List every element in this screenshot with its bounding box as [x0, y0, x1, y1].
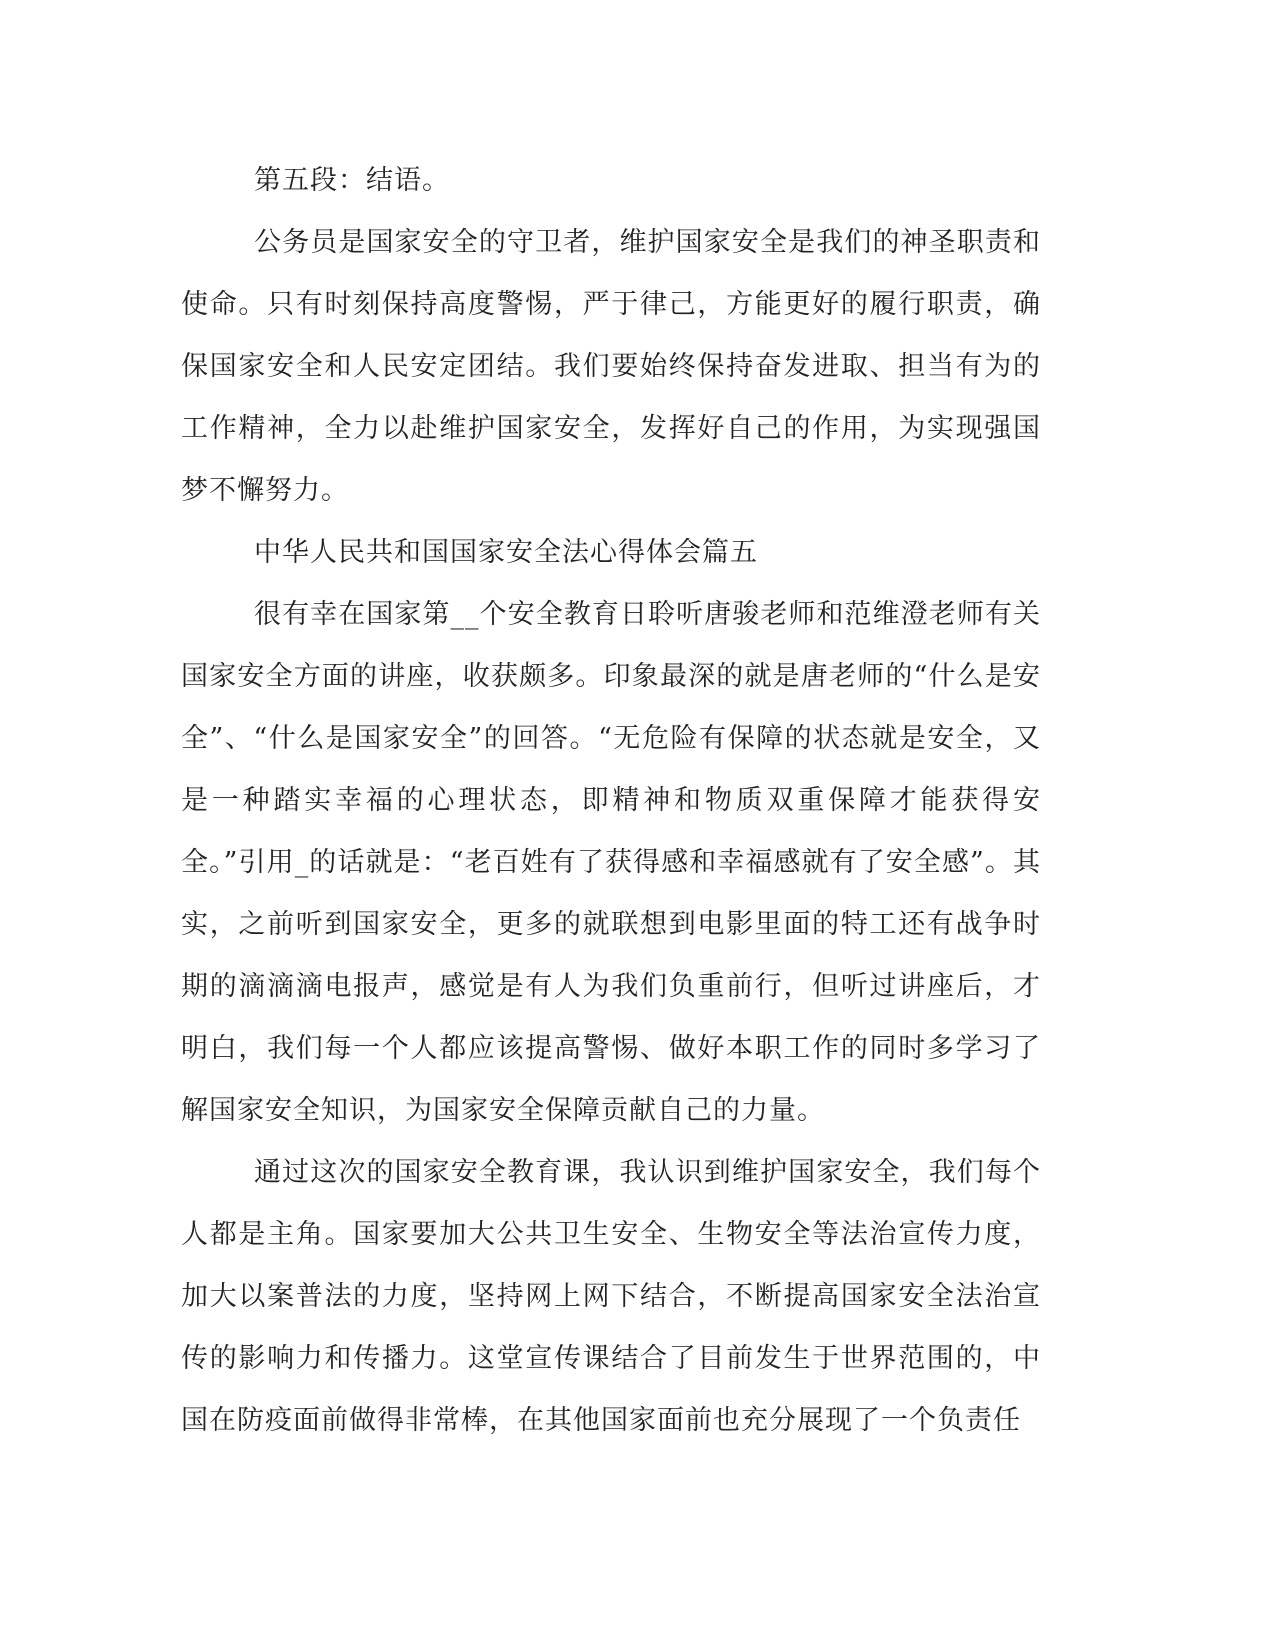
body-paragraph: 公务员是国家安全的守卫者，维护国家安全是我们的神圣职责和使命。只有时刻保持高度警惕，严于律己，方能更好的履行职责，确保国家安全和人民安定团结。我们要始终保持奋发进取、担当有为的工作精神，全力以赴维护国家安全，发挥好自己的作用，为实现强国梦不懈努力。 — [181, 227, 1041, 506]
body-paragraph: 很有幸在国家第__个安全教育日聆听唐骏老师和范维澄老师有关国家安全方面的讲座，收获颇多。印象最深的就是唐老师的“什么是安全”、“什么是国家安全”的回答。“无危险有保障的状态就是安全，又是一种踏实幸福的心理状态，即精神和物质双重保障才能获得安全。”引用_的话就是：“老百姓有了获得感和幸福感就有了安全感”。其实，之前听到国家安全，更多的就联想到电影里面的特工还有战争时期的滴滴滴电报声，感觉是有人为我们负重前行，但听过讲座后，才明白，我们每一个人都应该提高警惕、做好本职工作的同时多学习了解国家安全知识，为国家安全保障贡献自己的力量。 — [181, 599, 1041, 1126]
article-title: 中华人民共和国国家安全法心得体会篇五 — [254, 537, 758, 568]
section-heading: 第五段：结语。 — [254, 165, 450, 196]
document-page — [181, 150, 1041, 1452]
body-paragraph: 通过这次的国家安全教育课，我认识到维护国家安全，我们每个人都是主角。国家要加大公共卫生安全、生物安全等法治宣传力度，加大以案普法的力度，坚持网上网下结合，不断提高国家安全法治宣传的影响力和传播力。这堂宣传课结合了目前发生于世界范围的，中国在防疫面前做得非常棒，在其他国家面前也充分展现了一个负责任 — [181, 1157, 1041, 1436]
